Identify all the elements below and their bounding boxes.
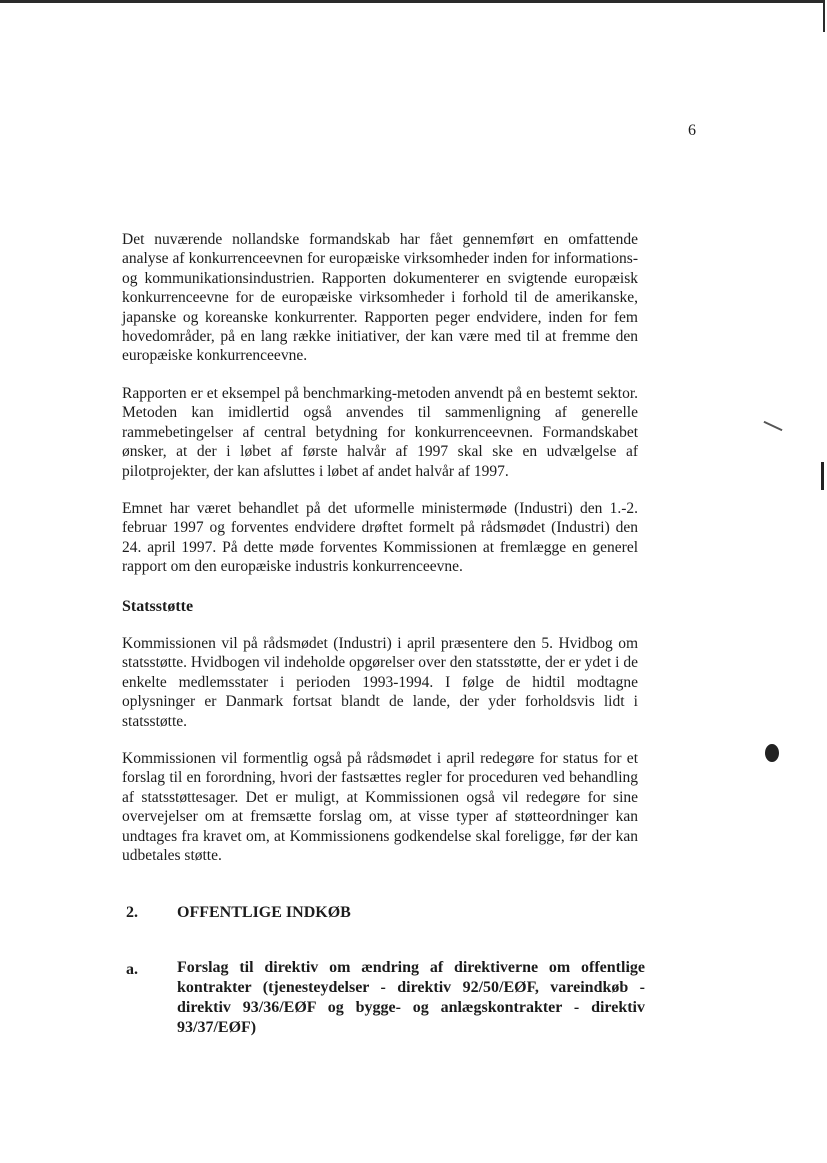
page-number: 6 [688, 122, 696, 139]
section-number: 2. [126, 904, 138, 921]
subsection-label: a. [126, 961, 138, 978]
paragraph-forordning: Kommissionen vil formentlig også på rådsmødet i april redegøre for status for et forslag til en forordning, hvori der fastsættes regler for proceduren ved behandling af statsstøttesager. Det er muligt, at Kommissionen også vil redegøre for sine overvejelser om at fremsætte forslag om, at visse typer af støtteordninger kan undtages fra kravet om, at Kommissionens godkendelse skal foreligge, før der kan udbetales støtte. [122, 750, 638, 865]
paragraph-benchmarking: Rapporten er et eksempel på benchmarking-metoden anvendt på en bestemt sektor. Metoden kan imidlertid også anvendes til sammenligning af generelle rammebetingelser af central betydning for konkurrenceevnen. Formandskabet ønsker, at der i løbet af første halvår af 1997 skal ske en udvælgelse af pilotprojekter, der kan afsluttes i løbet af andet halvår af 1997. [122, 385, 638, 480]
scan-artifact-blot [765, 744, 779, 762]
paragraph-hvidbog: Kommissionen vil på rådsmødet (Industri) i april præsentere den 5. Hvidbog om statsstøtte. Hvidbogen vil indeholde opgørelser over den statsstøtte, der er ydet i de enkelte medlemsstater i perioden 1993-1994. I følge de hidtil modtagne oplysninger er Danmark fortsat blandt de lande, der yder forholdsvis lidt i statsstøtte. [122, 635, 638, 730]
scan-top-border [0, 0, 825, 3]
subsection-title: Forslag til direktiv om ændring af direktiverne om offentlige kontrakter (tjenesteydelser - direktiv 92/50/EØF, vareindkøb - direktiv 93/36/EØF og bygge- og anlægskontrakter - direktiv 93/37/EØF) [177, 959, 645, 1036]
scan-artifact-stroke [764, 421, 783, 431]
scan-artifact-bar [821, 462, 824, 490]
paragraph-formandskab-analysis: Det nuværende nollandske formandskab har fået gennemført en omfattende analyse af konkurrenceevnen for europæiske virksomheder inden for informations- og kommunikationsindustrien. Rapporten dokumenterer en svigtende europæisk konkurrenceevne for de europæiske virksomheder i forhold til de amerikanske, japanske og koreanske konkurrenter. Rapporten peger endvidere, inden for fem hovedområder, på en lang række initiativer, der kan være med til at fremme den europæiske konkurrenceevne. [122, 231, 638, 365]
scan-right-border [823, 0, 825, 32]
subheading-statsstoette: Statsstøtte [122, 598, 194, 615]
section-title: OFFENTLIGE INDKØB [177, 904, 351, 921]
paragraph-ministermoede: Emnet har været behandlet på det uformelle ministermøde (Industri) den 1.-2. februar 1997 og forventes endvidere drøftet formelt på rådsmødet (Industri) den 24. april 1997. På dette møde forventes Kommissionen at fremlægge en generel rapport om den europæiske industris konkurrenceevne. [122, 500, 638, 576]
